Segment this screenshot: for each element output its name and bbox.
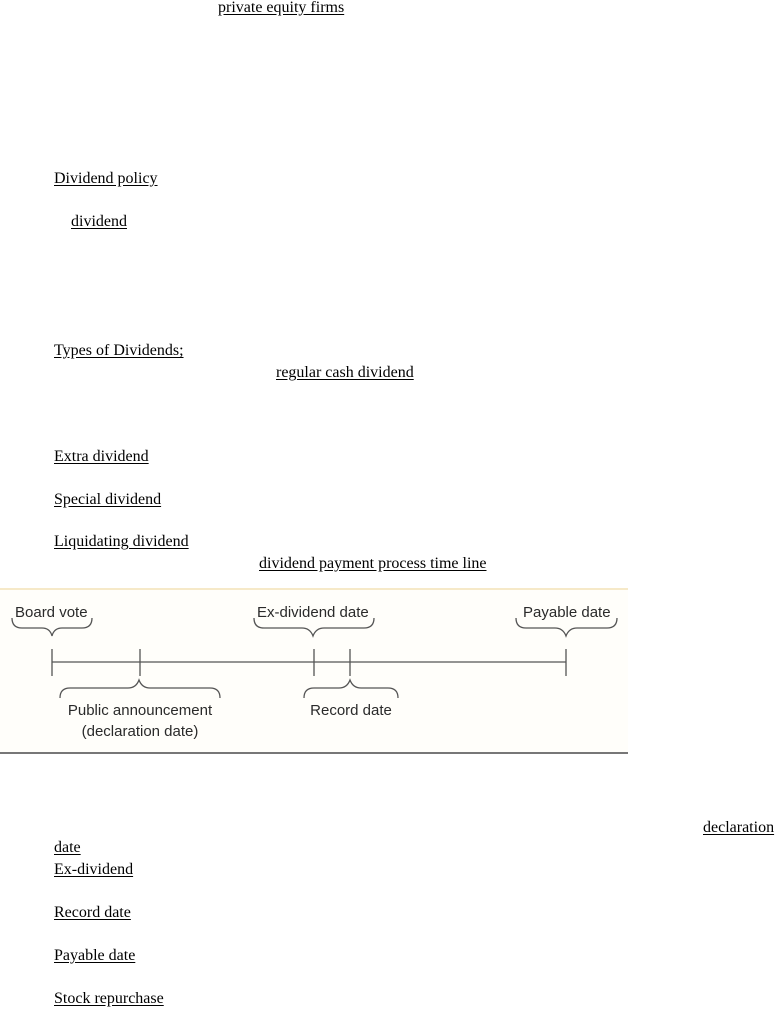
public-announcement-brace [60,680,220,698]
label-board-vote: Board vote [15,604,88,621]
link-dividend-policy[interactable]: Dividend policy [54,170,158,187]
link-payable-date[interactable]: Payable date [54,947,136,964]
link-ex-dividend[interactable]: Ex-dividend [54,861,134,878]
dividend-timeline-figure [0,588,628,754]
label-ex-dividend-date: Ex-dividend date [257,604,369,621]
link-dividend[interactable]: dividend [71,213,127,230]
label-declaration-date: (declaration date) [81,723,199,740]
link-declaration-date-continuation[interactable]: date [54,839,81,856]
link-extra-dividend[interactable]: Extra dividend [54,448,149,465]
timeline-diagram [0,590,628,752]
link-liquidating-dividend[interactable]: Liquidating dividend [54,533,189,550]
label-record-date: Record date [310,702,392,719]
link-dividend-payment-timeline[interactable]: dividend payment process time line [259,555,487,572]
link-stock-repurchase[interactable]: Stock repurchase [54,990,164,1007]
link-declaration[interactable]: declaration [703,819,775,836]
link-private-equity-firms[interactable]: private equity firms [218,0,345,16]
label-public-announcement: Public announcement [67,702,213,719]
link-record-date[interactable]: Record date [54,904,131,921]
link-special-dividend[interactable]: Special dividend [54,491,162,508]
label-payable-date: Payable date [523,604,611,621]
record-date-brace [304,680,398,698]
link-types-of-dividends[interactable]: Types of Dividends; [54,342,184,359]
link-regular-cash-dividend[interactable]: regular cash dividend [276,364,414,381]
